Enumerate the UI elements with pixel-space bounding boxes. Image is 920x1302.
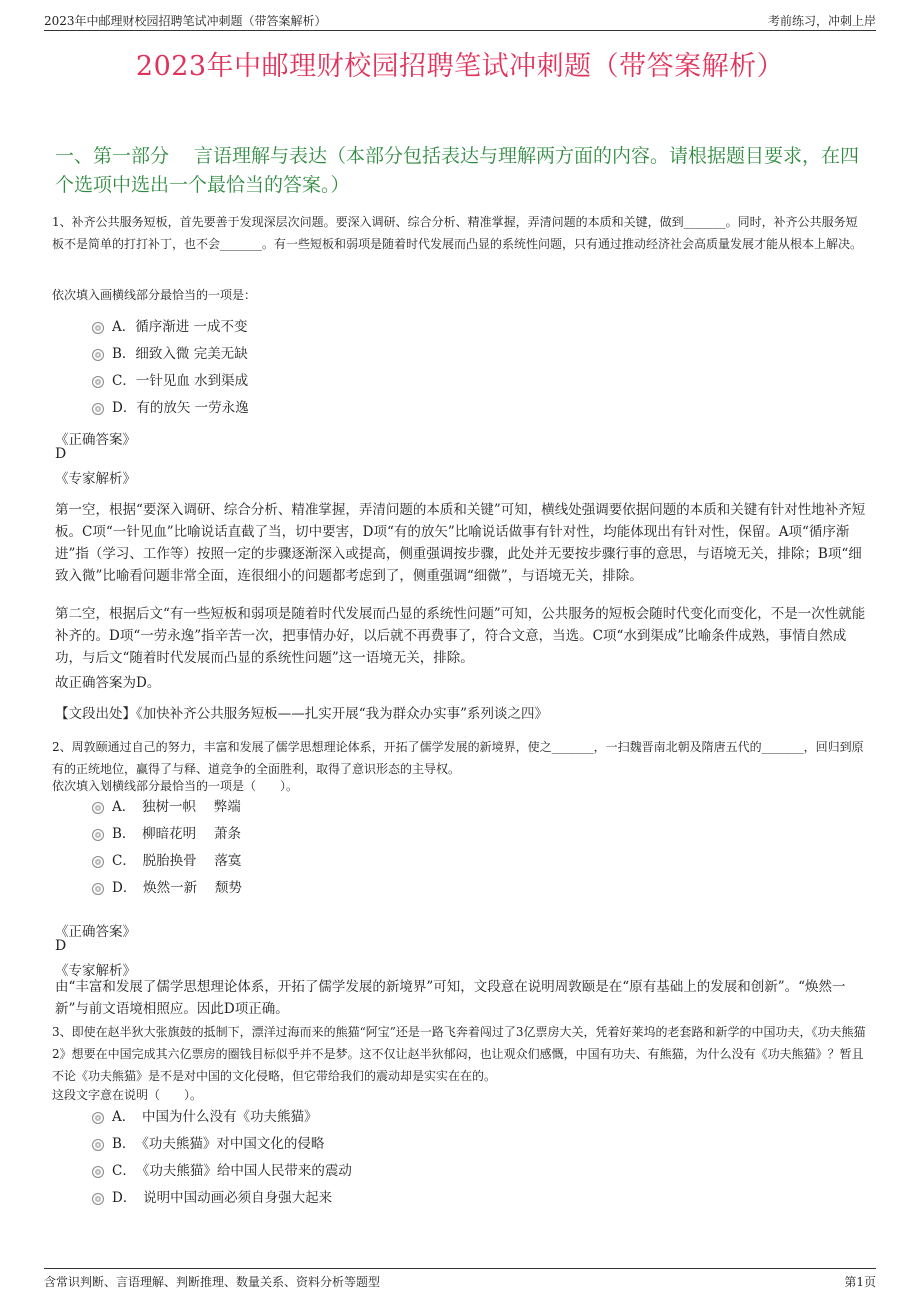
q2-stem: 2、周敦颐通过自己的努力，丰富和发展了儒学思想理论体系，开拓了儒学发展的新境界，使之_______，一扫魏晋南北朝及隋唐五代的_______，回归到原有的正统地位，赢得了与释、道竞争的全面胜利，取得了意识形态的主导权。 xyxy=(52,740,864,776)
radio-icon[interactable] xyxy=(92,829,104,841)
q1-analysis-para-2: 第二空，根据后文“有一些短板和弱项是随着时代发展而凸显的系统性问题”可知，公共服务的短板会随时代变化而变化，不是一次性就能补齐的。D项“一劳永逸”指辛苦一次，把事情办好，以后就不再费事了，符合文意，当选。C项“水到渠成”比喻条件成熟，事情自然成功，与后文“随着时代发展而凸显的系统性问题”这一语境无关，排除。 xyxy=(55,606,866,666)
q2-option-a[interactable]: A． 独树一帜 弊端 xyxy=(92,794,242,821)
q2-option-c[interactable]: C． 脱胎换骨 落寞 xyxy=(92,848,242,875)
q3-stem: 3、即使在赵半狄大张旗鼓的抵制下，漂洋过海而来的熊猫“阿宝”还是一路飞奔着闯过了3亿票房大关，凭着好莱坞的老套路和新学的中国功夫，《功夫熊猫2》想要在中国完成其六亿票房的圈钱目标似乎并不是梦。这不仅让赵半狄郁闷，也让观众们感慨，中国有功夫、有熊猫，为什么没有《功夫熊猫》？暂且不论《功夫熊猫》是不是对中国的文化侵略，但它带给我们的震动却是实实在在的。 xyxy=(52,1025,866,1083)
header-slogan: 考前练习，冲刺上岸 xyxy=(767,14,876,28)
radio-icon[interactable] xyxy=(92,802,104,814)
page-footer xyxy=(44,1268,876,1291)
q2-answer-label: 《正确答案》 xyxy=(55,924,136,940)
q1-stem: 1、补齐公共服务短板，首先要善于发现深层次问题。要深入调研、综合分析、精准掌握，弄清问题的本质和关键，做到_______。同时，补齐公共服务短板不是简单的打打补丁，也不会_______。有一些短板和弱项是随着时代发展而凸显的系统性问题，只有通过推动经济社会高质量发展才能从根本上解决。 xyxy=(52,215,863,251)
q3-option-c[interactable]: C． 《功夫熊猫》给中国人民带来的震动 xyxy=(92,1158,352,1185)
header-doc-title: 2023年中邮理财校园招聘笔试冲刺题（带答案解析） xyxy=(44,14,327,28)
q3-options xyxy=(92,1104,352,1212)
q1-prompt: 依次填入画横线部分最恰当的一项是： xyxy=(52,288,257,302)
q1-source: 【文段出处】《加快补齐公共服务短板——扎实开展“我为群众办实事”系列谈之四》 xyxy=(55,706,549,722)
radio-icon[interactable] xyxy=(92,403,104,415)
q1-answer: D xyxy=(55,446,67,462)
q2-analysis-label: 《专家解析》 xyxy=(55,963,136,979)
q1-analysis-para-1: 第一空，根据“要深入调研、综合分析、精准掌握，弄清问题的本质和关键”可知，横线处强调要依据问题的本质和关键有针对性地补齐短板。C项“一针见血”比喻说话直截了当，切中要害，D项“有的放矢”比喻说话做事有针对性，均能体现出有针对性，保留。A项“循序渐进”指（学习、工作等）按照一定的步骤逐渐深入或提高，侧重强调按步骤，此处并无要按步骤行事的意思，与语境无关，排除；B项“细致入微”比喻看问题非常全面，连很细小的问题都考虑到了，侧重强调“细微”，与语境无关，排除。 xyxy=(55,502,866,584)
q2-answer: D xyxy=(55,938,67,954)
q1-option-d[interactable]: D．有的放矢 一劳永逸 xyxy=(92,395,249,422)
q1-option-a[interactable]: A．循序渐进 一成不变 xyxy=(92,314,249,341)
section-heading: 一、第一部分 言语理解与表达（本部分包括表达与理解两方面的内容。请根据题目要求，在四个选项中选出一个最恰当的答案。） xyxy=(55,145,860,196)
q2-prompt: 依次填入划横线部分最恰当的一项是（ ）。 xyxy=(52,779,299,793)
q2-option-d[interactable]: D． 焕然一新 颓势 xyxy=(92,875,242,902)
radio-icon[interactable] xyxy=(92,1112,104,1124)
page-title: 2023年中邮理财校园招聘笔试冲刺题（带答案解析） xyxy=(135,51,785,82)
q3-option-d[interactable]: D． 说明中国动画必须自身强大起来 xyxy=(92,1185,352,1212)
page-header xyxy=(44,10,876,31)
q2-analysis: 由“丰富和发展了儒学思想理论体系，开拓了儒学发展的新境界”可知，文段意在说明周敦颐是在“原有基础上的发展和创新”。“焕然一新”与前文语境相照应。因此D项正确。 xyxy=(55,979,846,1017)
radio-icon[interactable] xyxy=(92,349,104,361)
radio-icon[interactable] xyxy=(92,1139,104,1151)
q1-answer-label: 《正确答案》 xyxy=(55,432,136,448)
q1-analysis-label: 《专家解析》 xyxy=(55,471,136,487)
radio-icon[interactable] xyxy=(92,1166,104,1178)
q3-option-a[interactable]: A． 中国为什么没有《功夫熊猫》 xyxy=(92,1104,352,1131)
radio-icon[interactable] xyxy=(92,883,104,895)
footer-page-number: 第1页 xyxy=(844,1275,876,1289)
footer-question-types: 含常识判断、言语理解、判断推理、数量关系、资料分析等题型 xyxy=(44,1275,381,1289)
q3-prompt: 这段文字意在说明（ ）。 xyxy=(52,1088,203,1102)
q3-option-b[interactable]: B． 《功夫熊猫》对中国文化的侵略 xyxy=(92,1131,352,1158)
radio-icon[interactable] xyxy=(92,1193,104,1205)
q1-options xyxy=(92,314,249,422)
radio-icon[interactable] xyxy=(92,322,104,334)
q2-option-b[interactable]: B． 柳暗花明 萧条 xyxy=(92,821,242,848)
radio-icon[interactable] xyxy=(92,856,104,868)
q1-option-b[interactable]: B．细致入微 完美无缺 xyxy=(92,341,249,368)
radio-icon[interactable] xyxy=(92,376,104,388)
q1-option-c[interactable]: C．一针见血 水到渠成 xyxy=(92,368,249,395)
q2-options xyxy=(92,794,242,902)
q1-analysis-conclusion: 故正确答案为D。 xyxy=(55,675,161,691)
